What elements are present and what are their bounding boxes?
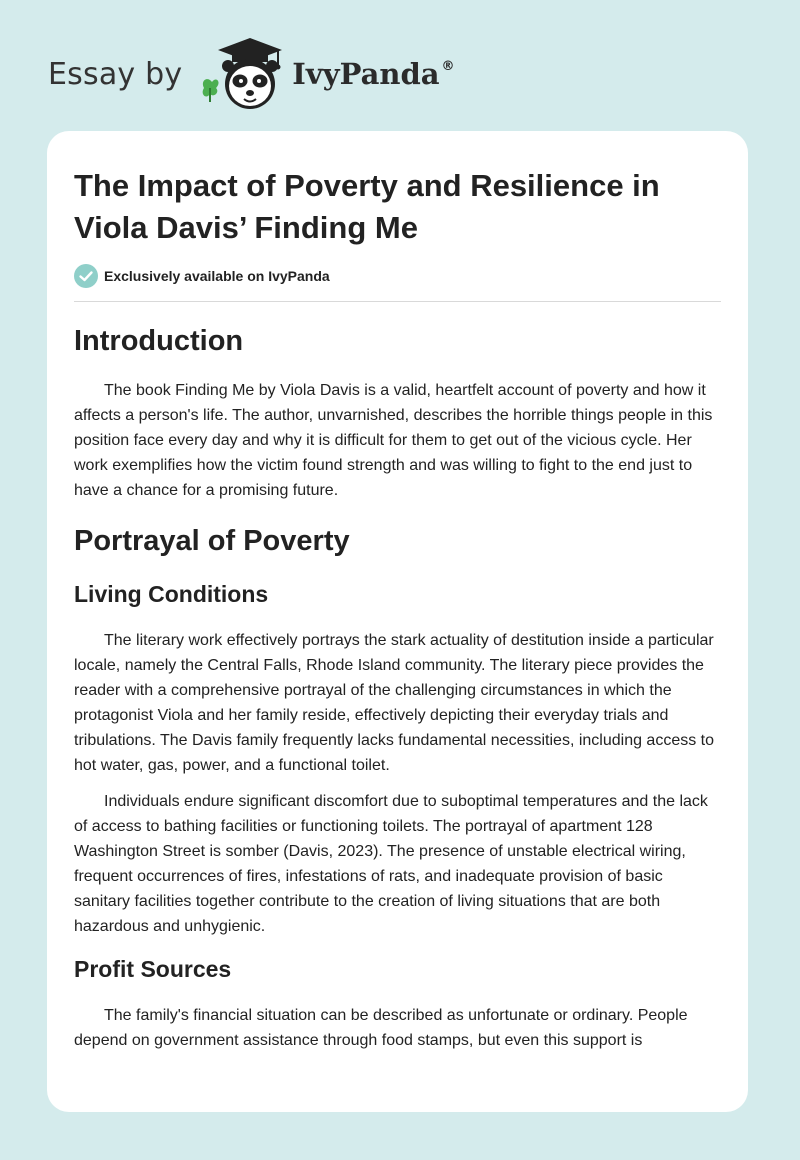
heading-portrayal-of-poverty: Portrayal of Poverty <box>74 525 350 557</box>
paragraph-profit-sources: The family's financial situation can be described as unfortunate or ordinary. People depend on government assistance through food stamps, but even this support is <box>74 1007 688 1049</box>
paragraph-living-conditions-1: The literary work effectively portrays the stark actuality of destitution inside a particular locale, namely the Central Falls, Rhode Island community. The literary piece provides the reader with a comprehensive portrayal of the challenging circumstances in which the protagonist Viola and her family reside, effectively depicting their everyday trials and tribulations. The Davis family frequently lacks fundamental necessities, including access to hot water, gas, power, and a functional toilet. <box>74 632 715 774</box>
paragraph-living-conditions-2: Individuals endure significant discomfort due to suboptimal temperatures and the lack of access to bathing facilities or functioning toilets. The portrayal of apartment 128 Washington Street is somber (Davis, 2023). The presence of unstable electrical wiring, frequent occurrences of fires, infestations of rats, and inadequate provision of basic sanitary facilities together contribute to the creation of living situations that are both hazardous and unhygienic. <box>74 793 708 935</box>
brand-text: IvyPanda <box>292 57 440 91</box>
heading-profit-sources: Profit Sources <box>74 956 232 982</box>
registered-mark: ® <box>441 59 455 74</box>
exclusive-label: Exclusively available on IvyPanda <box>104 268 330 284</box>
site-header <box>48 36 455 112</box>
heading-living-conditions: Living Conditions <box>74 581 269 607</box>
panda-graduate-icon[interactable] <box>198 36 288 112</box>
exclusive-badge <box>74 264 721 302</box>
essay-by-label: Essay by <box>48 56 183 92</box>
essay-card <box>47 131 748 1112</box>
heading-introduction: Introduction <box>74 325 244 357</box>
essay-title: The Impact of Poverty and Resilience in Viola Davis’ Finding Me <box>74 168 660 245</box>
check-circle-icon <box>74 264 98 288</box>
paragraph-introduction: The book Finding Me by Viola Davis is a valid, heartfelt account of poverty and how it affects a person's life. The author, unvarnished, describes the horrible things people in this position face every day and why it is difficult for them to get out of the vicious cycle. Her work exemplifies how the victim found strength and was willing to fight to the end just to have a chance for a promising future. <box>74 382 713 499</box>
brand-name[interactable] <box>292 57 454 91</box>
